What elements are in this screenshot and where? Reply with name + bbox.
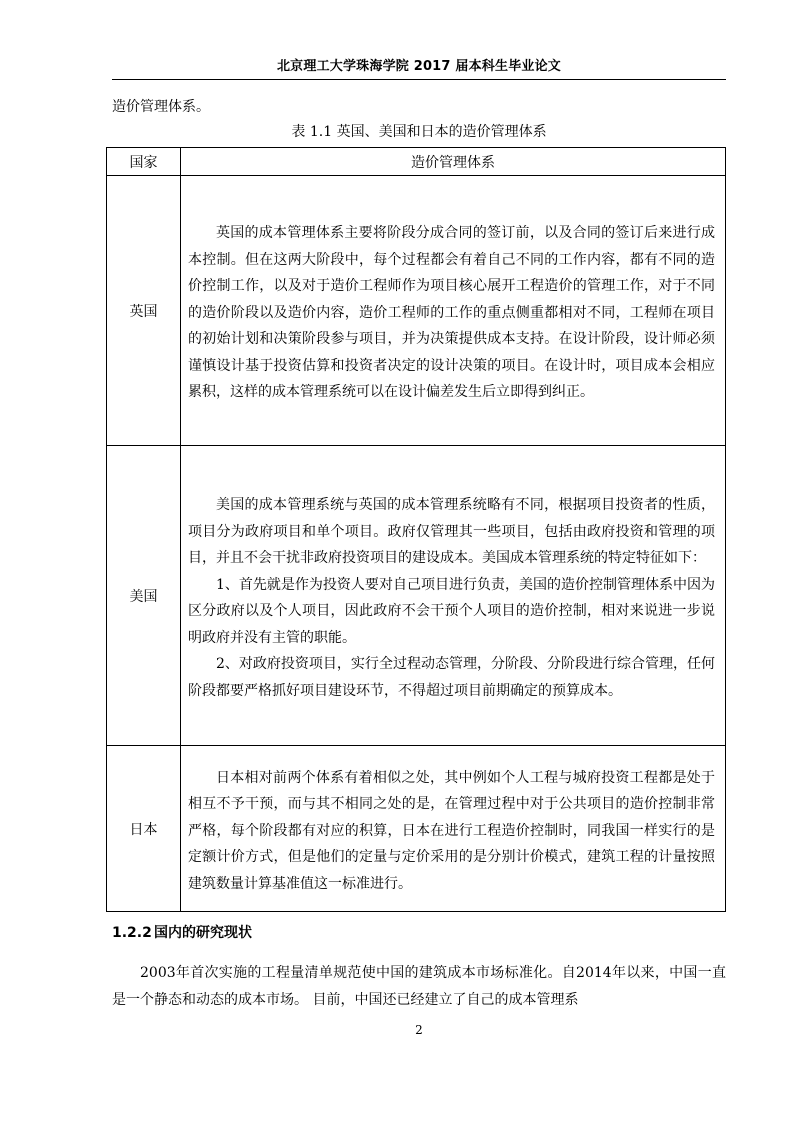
us-paragraph-1: 美国的成本管理系统与英国的成本管理系统略有不同，根据项目投资者的性质，项目分为政府项目和单个项目。政府仅管理其一些项目，包括由政府投资和管理的项目，并且不会干扰非政府投资项目的建设成本。美国成本管理系统的特定特征如下： [188,497,715,566]
table-header-row [107,148,726,176]
page-number: 2 [415,1023,423,1037]
header-divider [112,79,726,80]
body-paragraph: 2003年首次实施的工程量清单规范使中国的建筑成本市场标准化。自2014年以来，中国一直是一个静态和动态的成本市场。 目前，中国还已经建立了自己的成本管理系 [112,965,726,1008]
lead-text: 造价管理体系。 [112,99,210,115]
page-header-title: 北京理工大学珠海学院 2017 届本科生毕业论文 [276,59,562,74]
table-row-uk [107,176,726,446]
uk-paragraph-1: 英国的成本管理体系主要将阶段分成合同的签订前，以及合同的签订后来进行成本控制。但在这两大阶段中，每个过程都会有着自己不同的工作内容，都有不同的造价控制工作，以及对于造价工程师作为项目核心展开工程造价的管理工作，对于不同的造价阶段以及造价内容，造价工程师的工作的重点侧重都相对不同，工程师在项目的初始计划和决策阶段参与项目，并为决策提供成本支持。在设计阶段，设计师必须谨慎设计基于投资估算和投资者决定的设计决策的项目。在设计时，项目成本会相应累积，这样的成本管理系统可以在设计偏差发生后立即得到纠正。 [188,225,715,401]
column-header-system: 造价管理体系 [181,148,726,176]
table-row-us [107,446,726,746]
content-cell-us [181,446,726,746]
body-text [112,960,726,1014]
table-row-jp [107,746,726,912]
jp-paragraph-1: 日本相对前两个体系有着相似之处，其中例如个人工程与城府投资工程都是处于相互不予干预，而与其不相同之处的是，在管理过程中对于公共项目的造价控制非常严格，每个阶段都有对应的积算，日本在进行工程造价控制时，同我国一样实行的是定额计价方式，但是他们的定量与定价采用的是分别计价模式，建筑工程的计量按照建筑数量计算基准值这一标准进行。 [188,769,715,892]
section-number: 1.2.2 [112,925,152,941]
content-cell-uk [181,176,726,446]
table-caption: 表 1.1 英国、美国和日本的造价管理体系 [291,124,547,140]
cost-management-table [106,147,726,912]
us-paragraph-2: 1、首先就是作为投资人要对自己项目进行负责，美国的造价控制管理体系中因为区分政府以及个人项目，因此政府不会干预个人项目的造价控制，相对来说进一步说明政府并没有主管的职能。 [188,576,715,646]
content-cell-jp [181,746,726,912]
country-cell-uk: 英国 [107,176,181,446]
column-header-country: 国家 [107,148,181,176]
country-cell-us: 美国 [107,446,181,746]
section-heading [112,922,252,944]
section-title: 国内的研究现状 [154,925,252,941]
country-cell-jp: 日本 [107,746,181,912]
us-paragraph-3: 2、对政府投资项目，实行全过程动态管理，分阶段、分阶段进行综合管理，任何阶段都要严格抓好项目建设环节，不得超过项目前期确定的预算成本。 [188,656,715,699]
